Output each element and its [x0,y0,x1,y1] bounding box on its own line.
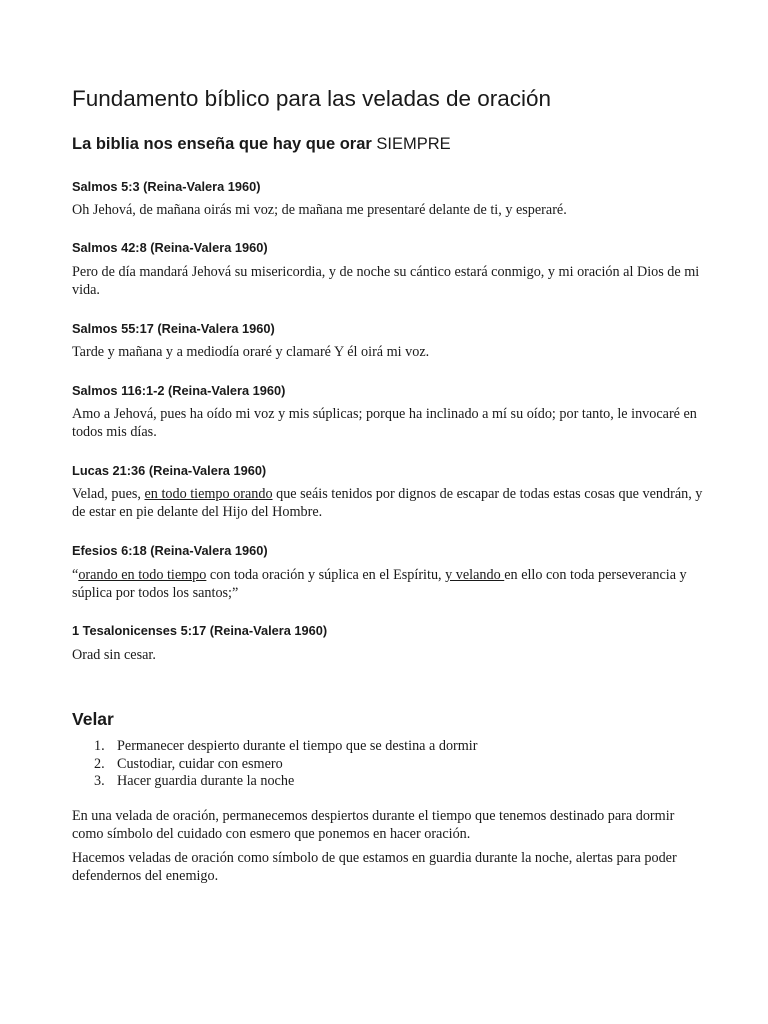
underlined-phrase: en todo tiempo orando [144,486,273,502]
subtitle-prefix: La biblia nos enseña que hay que orar [72,135,377,153]
passage-reference: 1 Tesalonicenses 5:17 (Reina-Valera 1960) [72,623,328,638]
passage-text [72,566,712,602]
document-subtitle [72,135,451,154]
passage-text: Oh Jehová, de mañana oirás mi voz; de mañana me presentaré delante de ti, y esperaré. [72,202,567,218]
passage-reference: Salmos 42:8 (Reina-Valera 1960) [72,240,268,255]
passage-reference: Salmos 55:17 (Reina-Valera 1960) [72,321,275,336]
passage-reference: Salmos 5:3 (Reina-Valera 1960) [72,179,261,194]
passage-text-part: con toda oración y súplica en el Espíritu, [206,567,446,583]
subtitle-emphasis: SIEMPRE [376,135,451,153]
list-item-text: Custodiar, cuidar con esmero [117,755,283,772]
section-heading-velar: Velar [72,709,114,729]
list-number: 2. [94,755,105,772]
body-paragraph: En una velada de oración, permanecemos despiertos durante el tiempo que tenemos destinado para dormir como símbolo del cuidado con esmero que ponemos en hacer oración. [72,808,675,842]
passage-text-part: “ [72,567,79,583]
underlined-phrase: orando en todo tiempo [78,567,207,583]
passage-text: Tarde y mañana y a mediodía oraré y clamaré Y él oirá mi voz. [72,344,430,360]
list-item-text: Hacer guardia durante la noche [117,773,295,789]
passage-reference: Efesios 6:18 (Reina-Valera 1960) [72,543,268,558]
list-number: 3. [94,773,105,789]
passage-text: Orad sin cesar. [72,647,156,663]
body-paragraph: Hacemos veladas de oración como símbolo de que estamos en guardia durante la noche, alertas para poder defendernos del enemigo. [72,850,677,884]
passage-reference: Salmos 116:1-2 (Reina-Valera 1960) [72,383,286,398]
passage-reference: Lucas 21:36 (Reina-Valera 1960) [72,463,267,478]
passage-text-part: que seáis tenidos por dignos de escapar de todas estas cosas que vendrán, y de estar en pie delante del Hijo del Hombre. [72,486,703,520]
document-title: Fundamento bíblico para las veladas de oración [72,86,552,111]
passage-text [72,485,712,521]
list-item [72,773,477,791]
list-item [72,738,477,756]
definition-list [72,738,477,791]
underlined-phrase: y velando [445,567,505,583]
passage-text-part: en ello con toda perseverancia y súplica por todos los santos;” [72,567,687,601]
list-item-text: Permanecer despierto durante el tiempo que se destina a dormir [117,738,478,754]
passage-text-part: Velad, pues, [72,486,145,502]
list-item [72,756,477,774]
passage-text: Amo a Jehová, pues ha oído mi voz y mis súplicas; porque ha inclinado a mí su oído; por tanto, le invocaré en todos mis días. [72,406,697,440]
list-number: 1. [94,738,105,754]
passage-text: Pero de día mandará Jehová su misericordia, y de noche su cántico estará conmigo, y mi oración al Dios de mi vida. [72,264,700,298]
